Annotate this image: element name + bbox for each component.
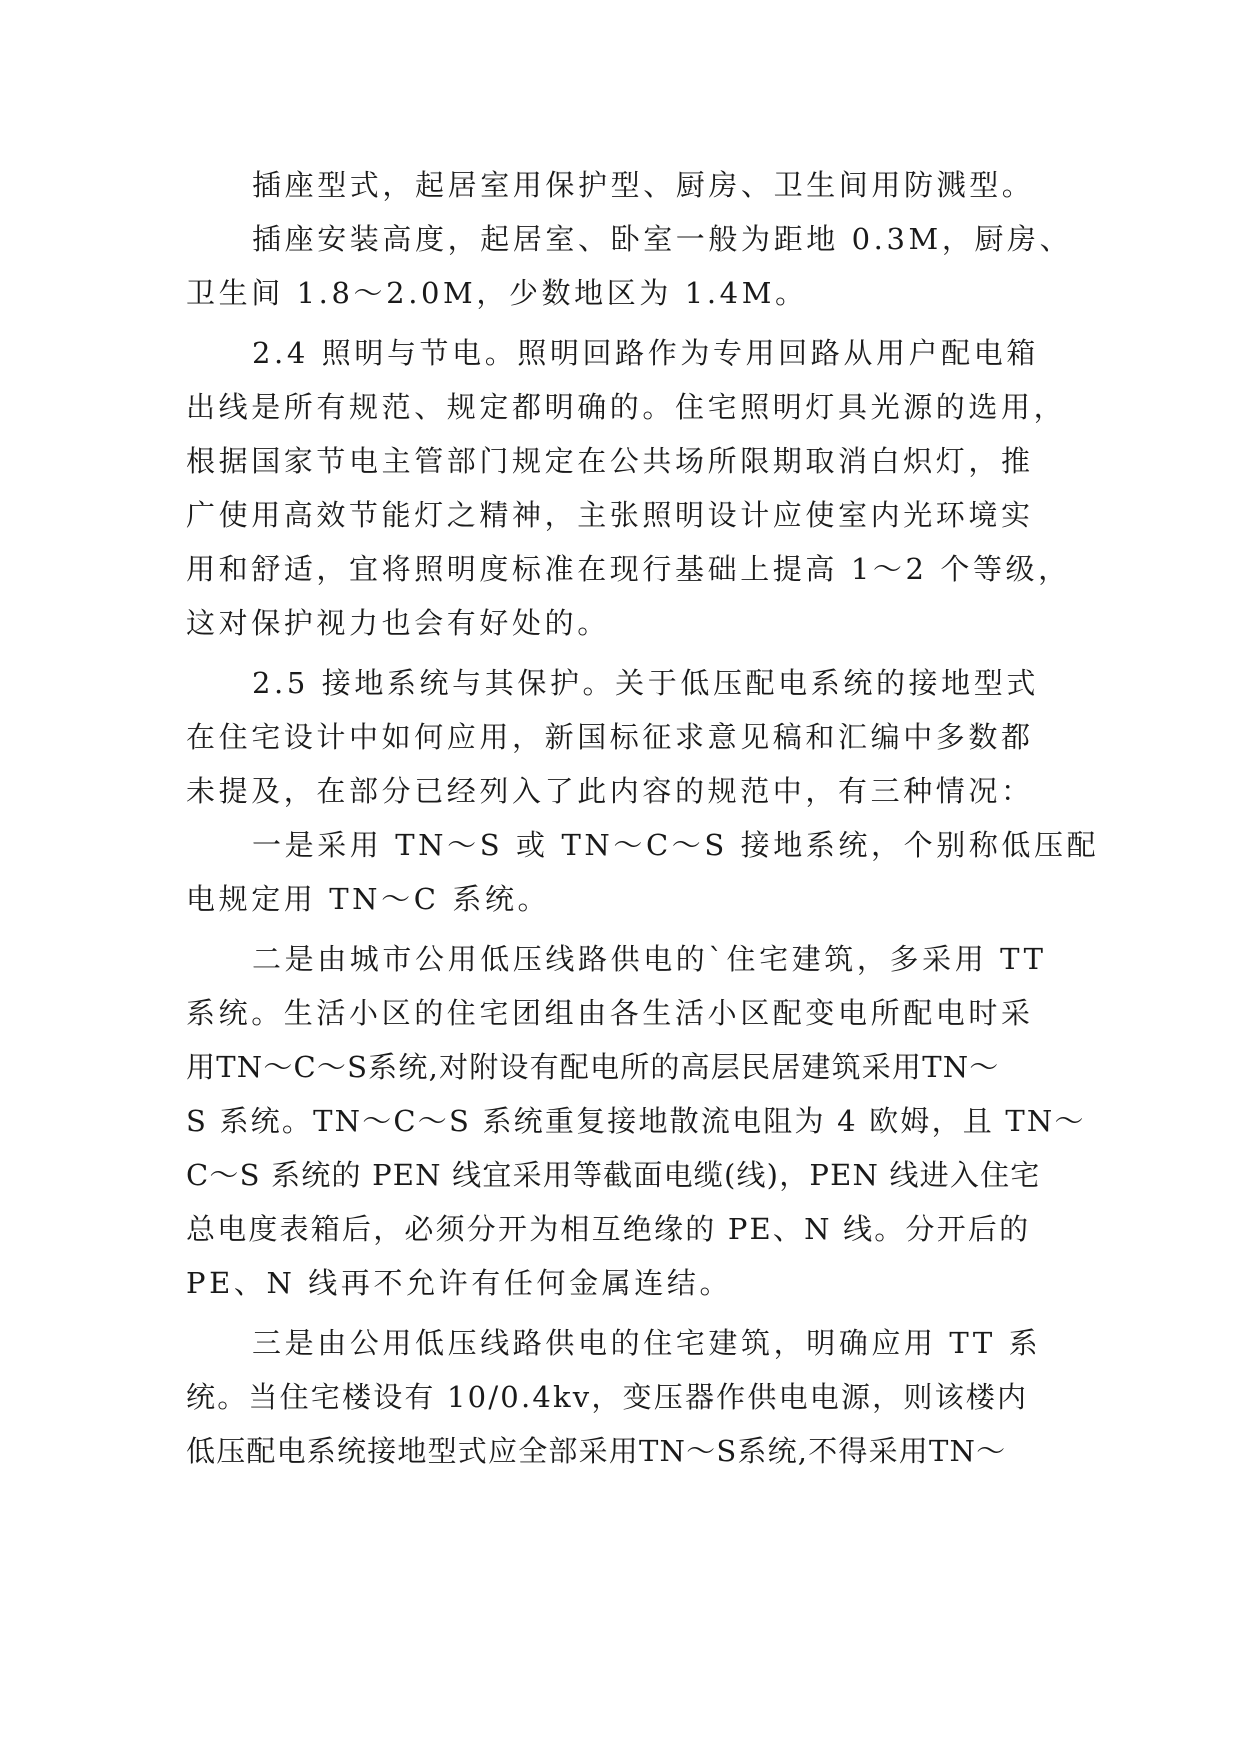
text-line: C～S 系统的 PEN 线宜采用等截面电缆(线)，PEN 线进入住宅	[186, 1158, 1041, 1192]
text-line: PE、N 线再不允许有任何金属连结。	[186, 1266, 733, 1300]
text-line: 三是由公用低压线路供电的住宅建筑，明确应用 TT 系	[252, 1326, 1042, 1360]
text-line: 这对保护视力也会有好处的。	[186, 606, 610, 640]
text-line: 一是采用 TN～S 或 TN～C～S 接地系统，个别称低压配	[252, 828, 1100, 862]
text-line: 在住宅设计中如何应用，新国标征求意见稿和汇编中多数都	[186, 720, 1034, 754]
text-line: 电规定用 TN～C 系统。	[186, 882, 551, 916]
text-line: 统。当住宅楼设有 10/0.4kv，变压器作供电电源，则该楼内	[186, 1380, 1029, 1414]
text-line: 用和舒适，宜将照明度标准在现行基础上提高 1～2 个等级，	[186, 552, 1071, 586]
document-body	[186, 158, 1100, 1478]
section-heading-line: 2.5 接地系统与其保护。关于低压配电系统的接地型式	[252, 666, 1039, 700]
text-line: 用TN～C～S系统,对附设有配电所的高层民居建筑采用TN～	[186, 1050, 1000, 1084]
text-line: S 系统。TN～C～S 系统重复接地散流电阻为 4 欧姆，且 TN～	[186, 1104, 1086, 1138]
text-line: 插座型式，起居室用保护型、厨房、卫生间用防溅型。	[252, 168, 1035, 202]
text-line: 二是由城市公用低压线路供电的`住宅建筑，多采用 TT	[252, 942, 1047, 976]
text-line: 总电度表箱后，必须分开为相互绝缘的 PE、N 线。分开后的	[186, 1212, 1031, 1246]
text-line: 未提及，在部分已经列入了此内容的规范中，有三种情况：	[186, 774, 1034, 808]
text-line: 插座安装高度，起居室、卧室一般为距地 0.3M，厨房、	[252, 222, 1073, 256]
section-heading-line: 2.4 照明与节电。照明回路作为专用回路从用户配电箱	[252, 336, 1039, 370]
text-line: 低压配电系统接地型式应全部采用TN～S系统,不得采用TN～	[186, 1434, 1007, 1468]
text-line: 广使用高效节能灯之精神，主张照明设计应使室内光环境实	[186, 498, 1034, 532]
text-line: 卫生间 1.8～2.0M，少数地区为 1.4M。	[186, 276, 808, 310]
text-line: 系统。生活小区的住宅团组由各生活小区配变电所配电时采	[186, 996, 1034, 1030]
text-line: 根据国家节电主管部门规定在公共场所限期取消白炽灯，推	[186, 444, 1034, 478]
text-line: 出线是所有规范、规定都明确的。住宅照明灯具光源的选用，	[186, 390, 1067, 424]
